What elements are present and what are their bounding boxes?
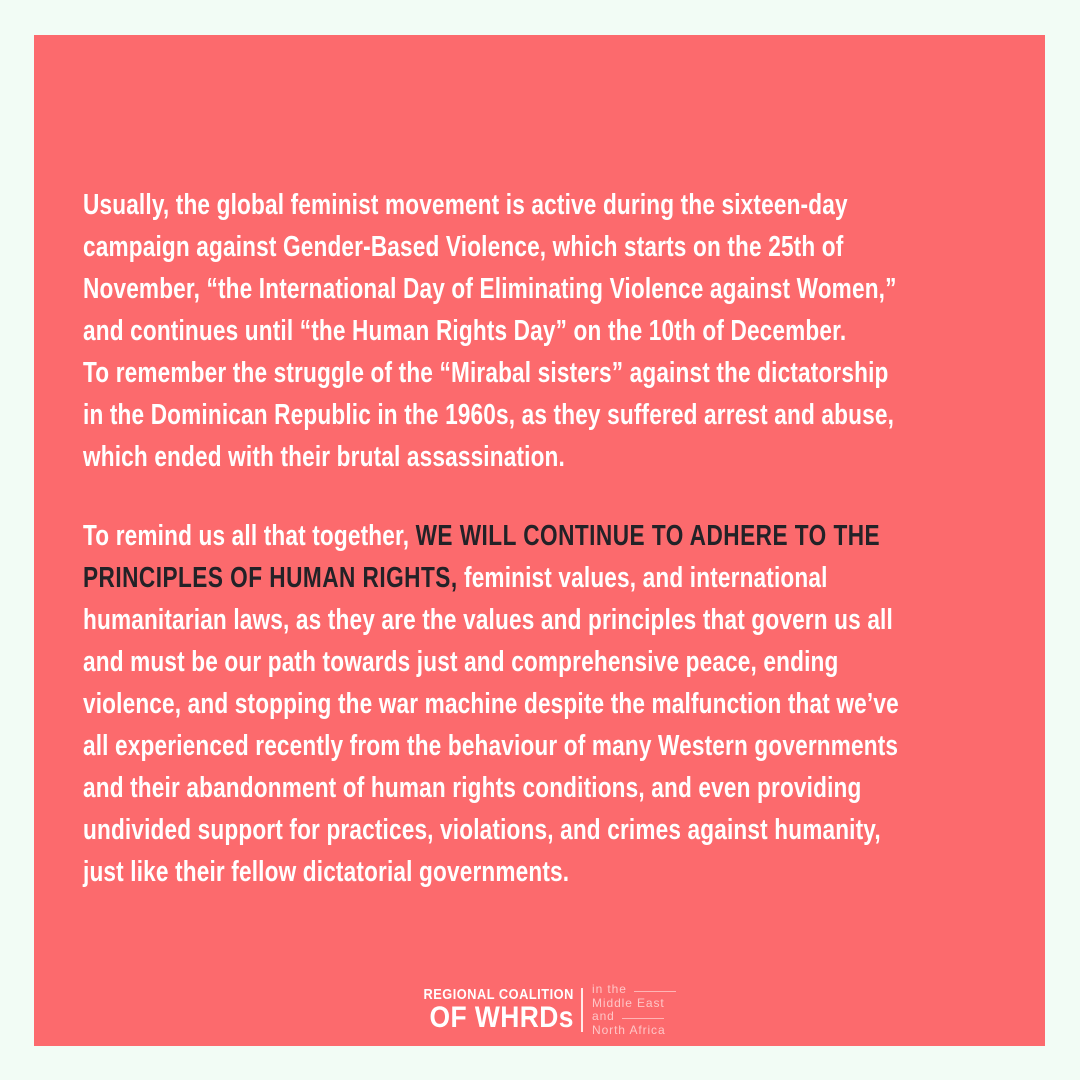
- paragraph-line: Usually, the global feminist movement is active during the sixteen-day: [83, 189, 848, 221]
- body-text: [83, 184, 1008, 893]
- paragraph-line: which ended with their brutal assassination.: [83, 441, 565, 473]
- paragraph-line: in the Dominican Republic in the 1960s, as they suffered arrest and abuse,: [83, 399, 895, 431]
- paragraph-line: just like their fellow dictatorial governments.: [83, 856, 570, 888]
- paragraph-line: all experienced recently from the behaviour of many Western governments: [83, 730, 899, 762]
- paragraph-line: campaign against Gender-Based Violence, which starts on the 25th of: [83, 231, 844, 263]
- logo-rule: [634, 991, 676, 992]
- logo-region-line: [592, 983, 676, 997]
- logo-region-word: in the: [592, 982, 627, 996]
- logo-rule: [622, 1018, 664, 1019]
- poster-card: [34, 35, 1045, 1046]
- paragraph-line: [83, 557, 828, 599]
- paragraph-line: and must be our path towards just and comprehensive peace, ending: [83, 646, 839, 678]
- paragraph-line: [83, 515, 881, 557]
- paragraph-line: violence, and stopping the war machine despite the malfunction that we’ve: [83, 688, 899, 720]
- paragraph-line: and continues until “the Human Rights Day” on the 10th of December.: [83, 315, 847, 347]
- emphasis-text: PRINCIPLES OF HUMAN RIGHTS,: [83, 562, 458, 594]
- paragraph-text: feminist values, and international: [457, 562, 828, 594]
- logo-wordmark: [424, 987, 574, 1033]
- logo-wordmark-line2: OF WHRDs: [429, 1001, 575, 1034]
- logo-region-word: Middle East: [592, 995, 665, 1010]
- paragraph-line: and their abandonment of human rights conditions, and even providing: [83, 772, 862, 804]
- paragraph-1: [83, 184, 1008, 478]
- logo: [34, 983, 1045, 1037]
- logo-region-text: [592, 983, 676, 1037]
- paragraph-2: [83, 515, 1008, 893]
- logo-region-line: [592, 997, 676, 1011]
- paragraph-line: humanitarian laws, as they are the values and principles that govern us all: [83, 604, 893, 636]
- paragraph-line: undivided support for practices, violations, and crimes against humanity,: [83, 814, 881, 846]
- logo-region-line: [592, 1024, 676, 1038]
- logo-divider: [581, 988, 583, 1032]
- paragraph-line: November, “the International Day of Eliminating Violence against Women,”: [83, 273, 897, 305]
- logo-region-word: and: [592, 1009, 615, 1023]
- paragraph-text: To remind us all that together,: [83, 520, 416, 552]
- logo-region-line: [592, 1010, 676, 1024]
- paragraph-line: To remember the struggle of the “Mirabal sisters” against the dictatorship: [83, 357, 889, 389]
- logo-region-word: North Africa: [592, 1022, 666, 1037]
- emphasis-text: WE WILL CONTINUE TO ADHERE TO THE: [415, 520, 881, 552]
- logo-wordmark-line1: REGIONAL COALITION: [423, 987, 575, 1003]
